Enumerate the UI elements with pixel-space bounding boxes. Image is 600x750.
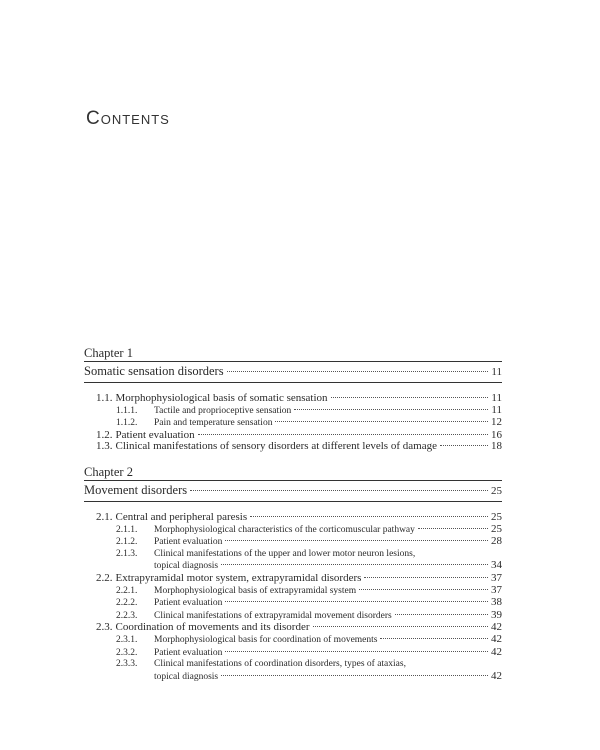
page-number: 28 <box>491 535 502 548</box>
dot-leader <box>359 589 488 590</box>
dot-leader <box>250 516 488 517</box>
page-number: 34 <box>491 559 502 572</box>
dot-leader <box>418 528 488 529</box>
toc-subsection[interactable] <box>84 585 502 598</box>
subsection-title: Clinical manifestations of the upper and lower motor neuron lesions, <box>154 548 416 559</box>
subsection-title: Clinical manifestations of coordination disorders, types of ataxias, <box>154 659 406 670</box>
toc-section[interactable] <box>84 393 502 405</box>
section-title: Clinical manifestations of sensory disorders at different levels of damage <box>115 440 437 453</box>
dot-leader <box>225 601 488 602</box>
dot-leader <box>313 626 489 627</box>
page-number: 42 <box>491 621 502 634</box>
section-number: 2.3. <box>96 621 113 634</box>
chapter-heading <box>84 361 502 383</box>
dot-leader <box>331 397 489 398</box>
chapter-title: Somatic sensation disorders <box>84 364 224 378</box>
dot-leader <box>221 675 488 676</box>
subsection-number: 1.1.1. <box>116 405 138 416</box>
dot-leader <box>275 421 488 422</box>
table-of-contents <box>84 346 502 695</box>
page-number: 16 <box>491 428 502 441</box>
chapter-title-entry[interactable] <box>84 363 502 380</box>
section-number: 1.2. <box>96 428 113 441</box>
dot-leader <box>395 614 488 615</box>
page-number: 11 <box>491 366 502 378</box>
toc-section[interactable] <box>84 573 502 585</box>
chapter-heading <box>84 480 502 502</box>
toc-subsection[interactable] <box>84 597 502 610</box>
subsection-number: 2.2.3. <box>116 610 138 621</box>
page-title: Contents <box>86 108 170 129</box>
toc-subsection[interactable] <box>84 549 502 573</box>
page-number: 25 <box>491 484 502 497</box>
toc-section[interactable] <box>84 512 502 524</box>
toc-subsection[interactable] <box>84 417 502 430</box>
section-title: Extrapyramidal motor system, extrapyramidal disorders <box>115 571 362 584</box>
toc-subsection[interactable] <box>84 659 502 683</box>
subsection-title-continued <box>154 671 502 684</box>
section-number: 2.2. <box>96 571 113 584</box>
page-number: 39 <box>491 608 502 621</box>
chapter-title: Movement disorders <box>84 482 188 497</box>
dot-leader <box>225 651 488 652</box>
toc-subsection[interactable] <box>84 536 502 549</box>
section-title: Coordination of movements and its disorder <box>115 621 310 634</box>
dot-leader <box>380 638 488 639</box>
page-number: 42 <box>491 645 502 658</box>
dot-leader <box>440 445 488 446</box>
chapter-entries <box>84 512 502 683</box>
page-number: 25 <box>491 522 502 535</box>
subsection-title: Clinical manifestations of extrapyramidal movement disorders <box>154 610 392 621</box>
subsection-number: 2.1.2. <box>116 537 138 548</box>
page-number: 18 <box>491 440 502 453</box>
page-number: 37 <box>491 583 502 596</box>
toc-section[interactable] <box>84 622 502 634</box>
subsection-number: 1.1.2. <box>116 418 138 429</box>
chapter-label: Chapter 1 <box>84 346 133 360</box>
page-number: 11 <box>491 392 502 404</box>
subsection-number: 2.1.1. <box>116 524 138 535</box>
subsection-title: Patient evaluation <box>154 647 223 658</box>
subsection-title: Morphophysiological characteristics of the corticomuscular pathway <box>154 524 415 535</box>
subsection-title: Morphophysiological basis of extrapyramidal system <box>154 585 357 596</box>
toc-subsection[interactable] <box>84 524 502 537</box>
dot-leader <box>294 409 488 410</box>
subsection-number: 2.2.2. <box>116 598 138 609</box>
page-number: 42 <box>491 669 502 682</box>
subsection-title: Patient evaluation <box>154 537 223 548</box>
section-number: 1.3. <box>96 440 113 453</box>
dot-leader <box>227 371 489 372</box>
subsection-title-line2: topical diagnosis <box>154 671 219 682</box>
page-number: 37 <box>491 571 502 584</box>
toc-subsection[interactable] <box>84 647 502 660</box>
subsection-number: 2.3.1. <box>116 634 138 645</box>
dot-leader <box>364 577 488 578</box>
dot-leader <box>190 490 488 491</box>
subsection-body <box>154 659 502 683</box>
toc-section[interactable] <box>84 441 502 453</box>
toc-subsection[interactable] <box>84 405 502 418</box>
subsection-body <box>154 549 502 573</box>
section-number: 1.1. <box>96 392 113 404</box>
chapter-1 <box>84 346 502 453</box>
page-number: 12 <box>491 416 502 429</box>
section-title: Morphophysiological basis of somatic sensation <box>115 392 328 404</box>
dot-leader <box>225 540 488 541</box>
chapter-label: Chapter 2 <box>84 464 133 479</box>
toc-subsection[interactable] <box>84 634 502 647</box>
chapter-2 <box>84 465 502 683</box>
page-number: 42 <box>491 632 502 645</box>
section-number: 2.1. <box>96 510 113 523</box>
page-number: 25 <box>491 510 502 523</box>
subsection-title: Tactile and proprioceptive sensation <box>154 405 292 416</box>
dot-leader <box>198 434 488 435</box>
subsection-number: 2.1.3. <box>116 548 138 559</box>
subsection-title: Patient evaluation <box>154 598 223 609</box>
section-title: Central and peripheral paresis <box>115 510 248 523</box>
subsection-title: Morphophysiological basis for coordination of movements <box>154 634 378 645</box>
subsection-number: 2.3.3. <box>116 659 138 670</box>
chapter-entries <box>84 393 502 453</box>
subsection-title-line2: topical diagnosis <box>154 561 219 572</box>
subsection-number: 2.2.1. <box>116 585 138 596</box>
dot-leader <box>221 564 488 565</box>
page-number: 11 <box>491 403 502 416</box>
page-number: 38 <box>491 596 502 609</box>
section-title: Patient evaluation <box>115 428 195 441</box>
subsection-title: Pain and temperature sensation <box>154 418 273 429</box>
chapter-title-entry[interactable] <box>84 482 502 499</box>
subsection-number: 2.3.2. <box>116 647 138 658</box>
